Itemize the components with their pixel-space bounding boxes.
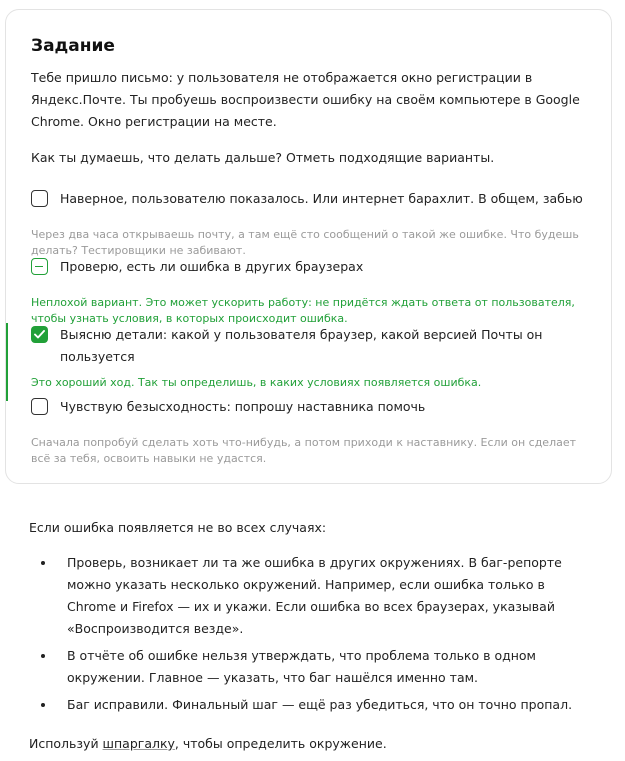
list-item-text: В отчёте об ошибке нельзя утверждать, что проблема только в одном окружении. Главное — указать, что баг нашёлся именно там. xyxy=(67,648,536,685)
option-label: Выясню детали: какой у пользователя браузер, какой версией Почты он пользуется xyxy=(60,327,543,364)
option-feedback: Сначала попробуй сделать хоть что-нибудь, а потом приходи к наставнику. Если он сделает всё за тебя, освоить навыки не удастся. xyxy=(31,436,577,465)
checkmark-icon xyxy=(34,330,45,339)
option-label: Наверное, пользователю показалось. Или интернет барахлит. В общем, забью xyxy=(60,191,583,206)
bullet-dot xyxy=(41,654,45,658)
selected-accent-bar xyxy=(6,323,8,401)
list-item-text: Баг исправили. Финальный шаг — ещё раз убедиться, что он точно пропал. xyxy=(67,697,573,712)
article-footer xyxy=(29,733,387,755)
task-question: Как ты думаешь, что делать дальше? Отметь подходящие варианты. xyxy=(31,150,495,165)
task-card xyxy=(5,9,612,484)
checkbox[interactable] xyxy=(31,190,48,207)
article-lead: Если ошибка появляется не во всех случаях: xyxy=(29,520,327,535)
checkbox-checked[interactable] xyxy=(31,326,48,343)
option-feedback: Неплохой вариант. Это может ускорить работу: не придётся ждать ответа от пользователя, чтобы узнать условия, в которых происходит ошибка. xyxy=(31,296,575,325)
checkbox-partial[interactable] xyxy=(31,258,48,275)
list-item-text: Проверь, возникает ли та же ошибка в других окружениях. В баг-репорте можно указать несколько окружений. Например, если ошибка только в Chrome и Firefox — их и укажи. Если ошибка во всех браузерах, указывай «Воспроизводится везде». xyxy=(67,555,562,636)
checkbox[interactable] xyxy=(31,398,48,415)
cheatsheet-link[interactable]: шпаргалку xyxy=(102,736,175,751)
task-title: Задание xyxy=(31,36,115,56)
task-intro: Тебе пришло письмо: у пользователя не отображается окно регистрации в Яндекс.Почте. Ты пробуешь воспроизвести ошибку на своём компьютере в Google Chrome. Окно регистрации на месте. xyxy=(31,70,580,129)
bullet-dot xyxy=(41,561,45,565)
footer-text: , чтобы определить окружение. xyxy=(174,736,387,751)
option-label: Чувствую безысходность: попрошу наставника помочь xyxy=(60,399,426,414)
option-label: Проверю, есть ли ошибка в других браузерах xyxy=(60,259,364,274)
footer-text: Используй xyxy=(29,736,103,751)
option-feedback: Это хороший ход. Так ты определишь, в каких условиях появляется ошибка. xyxy=(31,376,482,389)
bullet-dot xyxy=(41,703,45,707)
option-feedback: Через два часа открываешь почту, а там ещё сто сообщений о такой же ошибке. Что будешь делать? Тестировщики не забивают. xyxy=(31,228,579,257)
